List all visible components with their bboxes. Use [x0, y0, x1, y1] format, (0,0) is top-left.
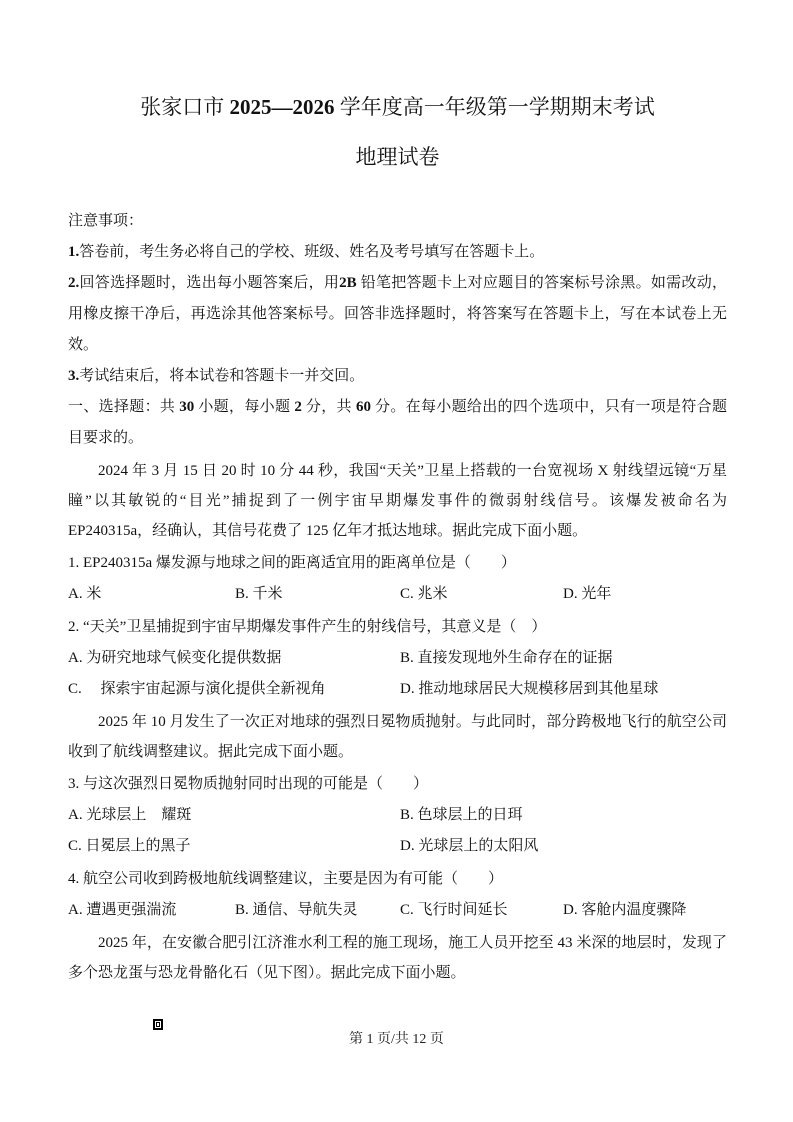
notice-item-3: [68, 361, 727, 392]
question-2-option-d: D. 推动地球居民大规模移居到其他星球: [400, 681, 659, 697]
section-heading-text: 分，共: [301, 399, 356, 415]
notice-item-2-number: 2.: [68, 275, 80, 291]
section-heading: [68, 392, 727, 454]
notice-item-3-number: 3.: [68, 368, 80, 384]
question-4-options: [68, 895, 727, 926]
question-2-option-c: C. 探索宇宙起源与演化提供全新视角: [68, 681, 326, 697]
section-heading-points-each: 2: [294, 399, 302, 415]
question-3-option-c: C. 日冕层上的黑子: [68, 838, 191, 854]
title-prefix: 张家口市: [140, 95, 230, 119]
question-3-options: [68, 800, 727, 862]
question-3-option-b: B. 色球层上的日珥: [400, 807, 523, 823]
page-number: 第 1 页/共 12 页: [349, 1032, 444, 1047]
section-heading-count: 30: [179, 399, 195, 415]
notice-item-1-number: 1.: [68, 244, 80, 260]
page-subtitle: 地理试卷: [355, 145, 440, 169]
question-4-stem: 4. 航空公司收到跨极地航线调整建议，主要是因为有可能（ ）: [68, 871, 504, 887]
question-4-option-d: D. 客舱内温度骤降: [563, 902, 687, 918]
section-heading-points-total: 60: [355, 399, 371, 415]
question-1-option-a: A. 米: [68, 586, 102, 602]
question-3-option-d: D. 光球层上的太阳风: [400, 838, 539, 854]
page-title: [68, 92, 727, 122]
question-1-stem: 1. EP240315a 爆发源与地球之间的距离适宜用的距离单位是（ ）: [68, 555, 516, 571]
question-3-stem: 3. 与这次强烈日冕物质抛射同时出现的可能是（ ）: [68, 776, 429, 792]
section-heading-text: 分。在每小题给出的四个选项中，只有一项是符合题目要求的。: [68, 399, 727, 446]
notice-item-2-text-before: 回答选择题时，选出每小题答案后，用: [79, 275, 340, 291]
question-2-options: [68, 643, 727, 705]
notice-item-2-bold: 2B: [339, 275, 357, 291]
section-heading-text: 一、选择题：共: [68, 399, 180, 415]
passage-3: 2025 年，在安徽合肥引江济淮水利工程的施工现场，施工人员开挖至 43 米深的地层时，发现了多个恐龙蛋与恐龙骨骼化石（见下图）。据此完成下面小题。: [68, 935, 727, 981]
notice-item-2: [68, 268, 727, 361]
question-1-option-d: D. 光年: [563, 586, 612, 602]
section-heading-text: 小题，每小题: [194, 399, 295, 415]
passage-1: 2024 年 3 月 15 日 20 时 10 分 44 秒，我国“天关”卫星上搭载的一台宽视场 X 射线望远镜“万星瞳”以其敏锐的“目光”捕捉到了一例宇宙早期爆发事件的微弱射线信号。该爆发被命名为 EP240315a，经确认，其信号花费了 125 亿年才抵达地球。据此完成下面小题。: [68, 463, 731, 539]
passage-2: 2025 年 10 月发生了一次正对地球的强烈日冕物质抛射。与此同时，部分跨极地飞行的航空公司收到了航线调整建议。据此完成下面小题。: [68, 714, 727, 760]
question-1-option-b: B. 千米: [235, 586, 283, 602]
question-1-option-c: C. 兆米: [400, 586, 448, 602]
question-3-option-a: A. 光球层上 耀斑: [68, 807, 192, 823]
question-2-option-a: A. 为研究地球气候变化提供数据: [68, 650, 282, 666]
notice-item-3-text: 考试结束后，将本试卷和答题卡一并交回。: [79, 368, 365, 384]
notice-heading: 注意事项：: [68, 213, 144, 229]
title-suffix: 学年度高一年级第一学期期末考试: [334, 95, 655, 119]
notice-item-1-text: 答卷前，考生务必将自己的学校、班级、姓名及考号填写在答题卡上。: [79, 244, 545, 260]
notice-item-2-text-after: 铅笔把答题卡上对应题目的答案标号涂黑。如需改动，用橡皮擦干净后，再选涂其他答案标号。回答非选择题时，将答案写在答题卡上，写在本试卷上无效。: [68, 275, 727, 353]
question-4-option-a: A. 遭遇更强湍流: [68, 902, 177, 918]
question-2-option-b: B. 直接发现地外生命存在的证据: [400, 650, 613, 666]
question-1-options: [68, 579, 727, 610]
question-2-stem: 2. “天关”卫星捕捉到宇宙早期爆发事件产生的射线信号，其意义是（ ）: [68, 619, 547, 635]
title-years: 2025—2026: [229, 95, 335, 119]
question-4-option-b: B. 通信、导航失灵: [235, 902, 358, 918]
notice-item-1: [68, 237, 727, 268]
question-4-option-c: C. 飞行时间延长: [400, 902, 508, 918]
